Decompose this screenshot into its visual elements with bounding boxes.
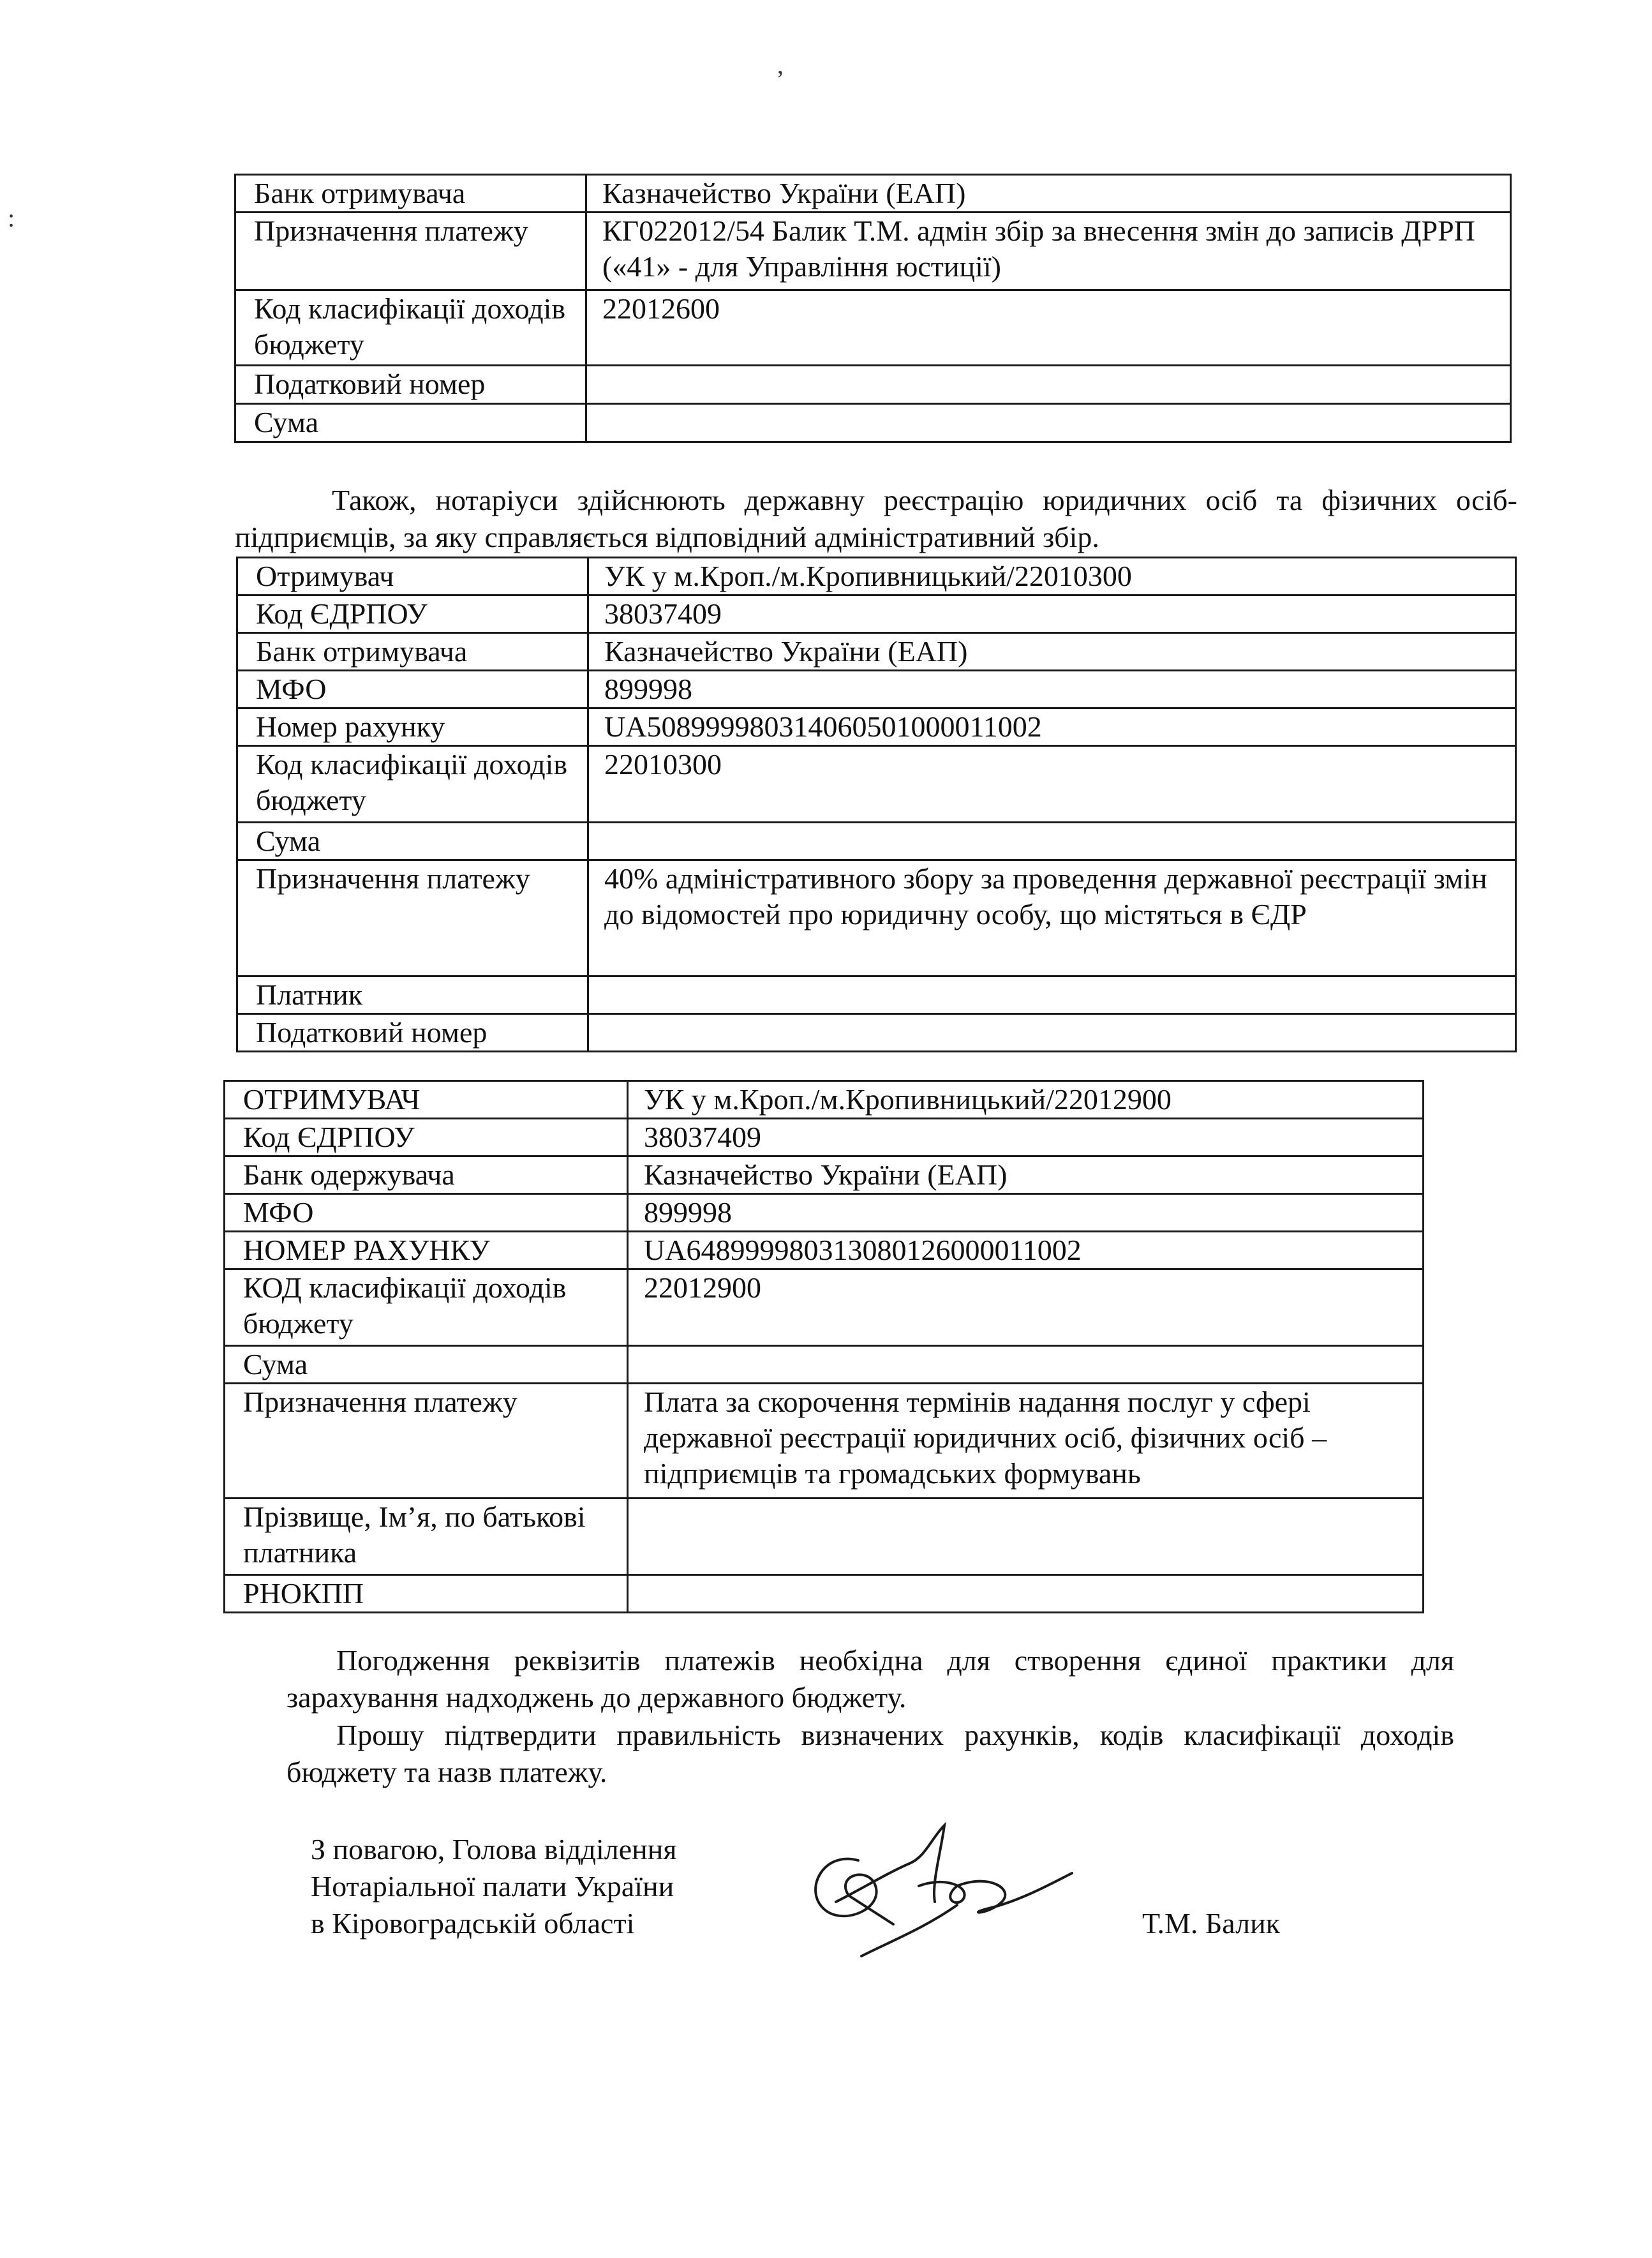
table-row <box>237 976 1516 1014</box>
payment-details-table-1 <box>234 174 1512 443</box>
row-value: 899998 <box>628 1194 1424 1232</box>
table-row <box>237 746 1516 823</box>
row-value: КГ022012/54 Балик Т.М. адмін збір за внесення змін до записів ДРРП («41» - для Управління юстиції) <box>586 213 1511 290</box>
row-label: Призначення платежу <box>225 1384 628 1499</box>
row-value: Плата за скорочення термінів надання послуг у сфері державної реєстрації юридичних осіб, фізичних осіб – підприємців та громадських формувань <box>628 1384 1424 1499</box>
row-label: МФО <box>225 1194 628 1232</box>
row-value: УК у м.Кроп./м.Кропивницький/22010300 <box>588 558 1516 595</box>
row-value: UA508999980314060501000011002 <box>588 708 1516 746</box>
table-row <box>225 1269 1424 1346</box>
table-row <box>237 558 1516 595</box>
row-label: НОМЕР РАХУНКУ <box>225 1232 628 1269</box>
signer-title-line: Нотаріальної палати України <box>311 1870 674 1903</box>
row-value <box>628 1499 1424 1575</box>
table-row <box>225 1081 1424 1119</box>
table-row <box>237 595 1516 633</box>
row-value: 22010300 <box>588 746 1516 823</box>
table-row <box>237 633 1516 671</box>
row-value: 22012900 <box>628 1269 1424 1346</box>
table-row <box>225 1346 1424 1384</box>
row-label: Платник <box>237 976 588 1014</box>
row-value: 899998 <box>588 671 1516 708</box>
row-label: Сума <box>235 404 586 442</box>
row-label: Банк отримувача <box>237 633 588 671</box>
table-row <box>225 1575 1424 1613</box>
table-row <box>235 366 1511 404</box>
row-label: Отримувач <box>237 558 588 595</box>
table-row <box>225 1194 1424 1232</box>
table-row <box>225 1119 1424 1156</box>
payment-details-table-2 <box>236 557 1517 1052</box>
row-label: Код ЄДРПОУ <box>237 595 588 633</box>
row-value: 38037409 <box>588 595 1516 633</box>
row-label: Податковий номер <box>235 366 586 404</box>
table-row <box>225 1156 1424 1194</box>
table-row <box>237 671 1516 708</box>
table-row <box>235 213 1511 290</box>
row-label: Призначення платежу <box>235 213 586 290</box>
row-value <box>628 1575 1424 1613</box>
row-value: УК у м.Кроп./м.Кропивницький/22012900 <box>628 1081 1424 1119</box>
intro-paragraph: Також, нотаріуси здійснюють державну реєстрацію юридичних осіб та фізичних осіб-підприємців, за яку справляється відповідний адміністративний збір. <box>235 484 1517 553</box>
row-value <box>588 1014 1516 1052</box>
row-value <box>588 823 1516 860</box>
table-row <box>237 860 1516 976</box>
confirm-paragraph: Прошу підтвердити правильність визначених рахунків, кодів класифікації доходів бюджету та назв платежу. <box>286 1719 1454 1788</box>
payment-details-table-3 <box>223 1080 1424 1613</box>
row-label: Сума <box>225 1346 628 1384</box>
row-value: Казначейство України (ЕАП) <box>588 633 1516 671</box>
table-row <box>237 823 1516 860</box>
row-label: Код класифікації доходів бюджету <box>237 746 588 823</box>
table-row <box>235 404 1511 442</box>
table-row <box>225 1499 1424 1575</box>
row-value: 40% адміністративного збору за проведення державної реєстрації змін до відомостей про юридичну особу, що містяться в ЄДР <box>588 860 1516 976</box>
signer-name: Т.М. Балик <box>1142 1907 1281 1940</box>
row-label: РНОКПП <box>225 1575 628 1613</box>
row-label: Податковий номер <box>237 1014 588 1052</box>
signer-title-line: З повагою, Голова відділення <box>311 1833 677 1865</box>
table-row <box>225 1384 1424 1499</box>
table-row <box>225 1232 1424 1269</box>
signer-title-line: в Кіровоградській області <box>311 1907 635 1940</box>
row-value: 22012600 <box>586 290 1511 366</box>
row-value: UA648999980313080126000011002 <box>628 1232 1424 1269</box>
row-label: ОТРИМУВАЧ <box>225 1081 628 1119</box>
table-row <box>235 175 1511 213</box>
row-label: Код ЄДРПОУ <box>225 1119 628 1156</box>
row-value: 38037409 <box>628 1119 1424 1156</box>
handwritten-signature <box>798 1813 1104 1959</box>
agreement-paragraph: Погодження реквізитів платежів необхідна для створення єдиної практики для зарахування надходжень до державного бюджету. <box>286 1644 1454 1714</box>
row-value <box>586 366 1511 404</box>
row-value <box>628 1346 1424 1384</box>
row-label: Код класифікації доходів бюджету <box>235 290 586 366</box>
row-label: КОД класифікації доходів бюджету <box>225 1269 628 1346</box>
row-value: Казначейство України (ЕАП) <box>628 1156 1424 1194</box>
table-row <box>237 708 1516 746</box>
scan-mark: : <box>8 204 15 232</box>
row-value <box>586 404 1511 442</box>
row-label: Номер рахунку <box>237 708 588 746</box>
row-label: Призначення платежу <box>237 860 588 976</box>
row-label: МФО <box>237 671 588 708</box>
table-row <box>235 290 1511 366</box>
signature-block <box>311 1831 677 1942</box>
row-value <box>588 976 1516 1014</box>
row-label: Сума <box>237 823 588 860</box>
table-row <box>237 1014 1516 1052</box>
row-label: Прізвище, Ім’я, по батькові платника <box>225 1499 628 1575</box>
row-value: Казначейство України (ЕАП) <box>586 175 1511 213</box>
row-label: Банк отримувача <box>235 175 586 213</box>
scan-mark: , <box>777 50 784 79</box>
row-label: Банк одержувача <box>225 1156 628 1194</box>
